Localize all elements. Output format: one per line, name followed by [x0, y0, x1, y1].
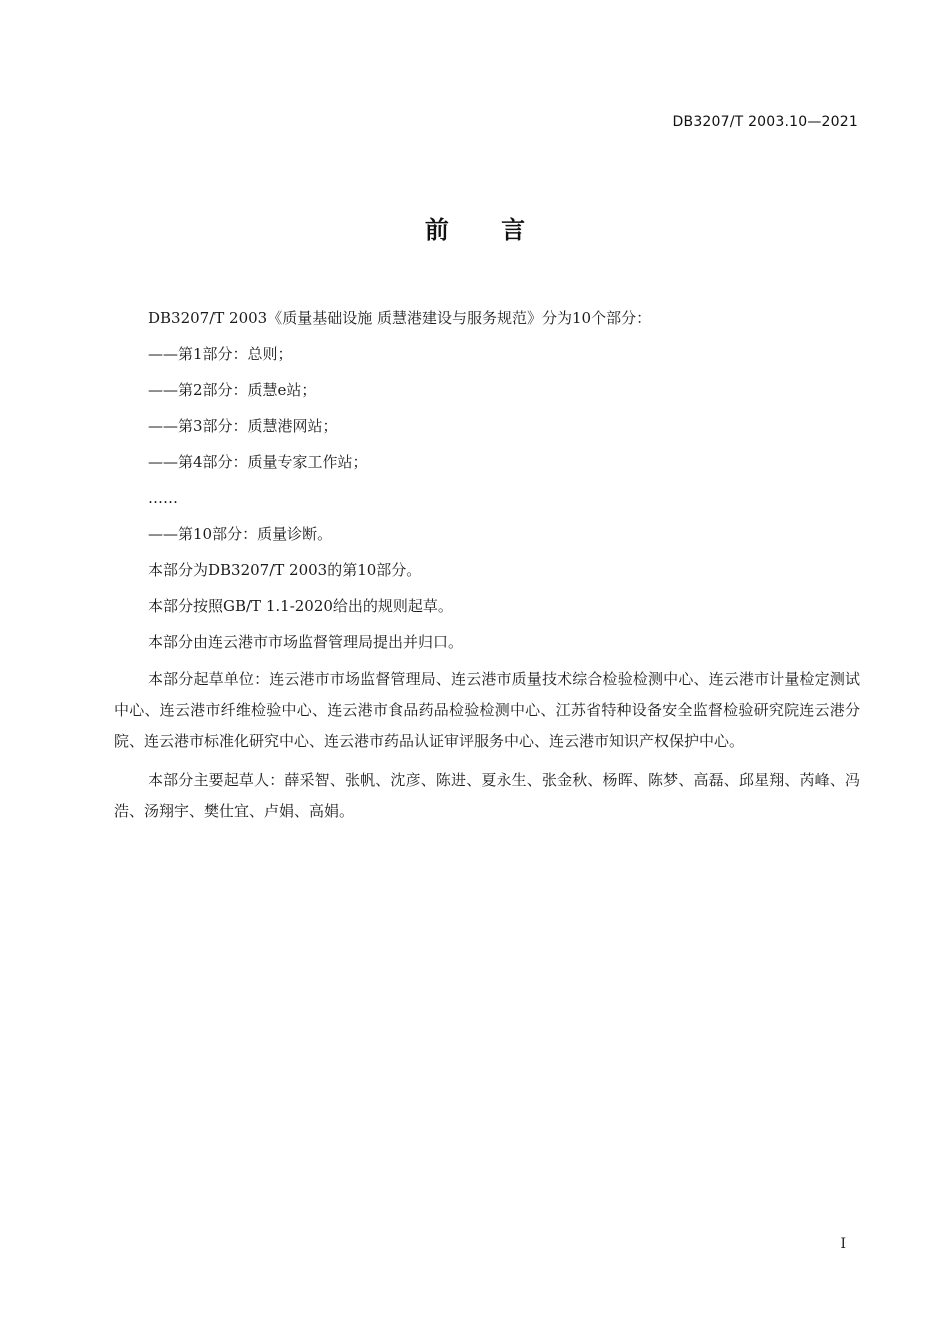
- part-item: ——第2部分：质慧e站；: [148, 381, 317, 399]
- page-title: 前 言: [424, 216, 548, 244]
- statement-part-number: 本部分为DB3207/T 2003的第10部分。: [148, 561, 422, 579]
- statement-drafting-rules: 本部分按照GB/T 1.1-2020给出的规则起草。: [148, 597, 453, 615]
- foreword-body: [114, 304, 860, 835]
- part-item-last: ——第10部分：质量诊断。: [148, 525, 333, 543]
- drafting-units-paragraph: 本部分起草单位：连云港市市场监督管理局、连云港市质量技术综合检验检测中心、连云港市计量检定测试中心、连云港市纤维检验中心、连云港市食品药品检验检测中心、江苏省特种设备安全监督检验研究院连云港分院、连云港市标准化研究中心、连云港市药品认证审评服务中心、连云港市知识产权保护中心。: [114, 670, 860, 750]
- part-item: ——第1部分：总则；: [148, 345, 293, 363]
- statement-proposer: 本部分由连云港市市场监督管理局提出并归口。: [148, 633, 464, 651]
- intro-paragraph: DB3207/T 2003《质量基础设施 质慧港建设与服务规范》分为10个部分：: [148, 309, 652, 327]
- page-number: I: [840, 1236, 846, 1252]
- document-code: DB3207/T 2003.10—2021: [672, 114, 858, 130]
- part-item: ——第3部分：质慧港网站；: [148, 417, 338, 435]
- part-item: ——第4部分：质量专家工作站；: [148, 453, 368, 471]
- ellipsis: ……: [148, 489, 178, 507]
- drafters-paragraph: 本部分主要起草人：薛采智、张帆、沈彦、陈进、夏永生、张金秋、杨晖、陈梦、高磊、邱星翔、芮峰、冯浩、汤翔宇、樊仕宜、卢娟、高娟。: [114, 771, 860, 820]
